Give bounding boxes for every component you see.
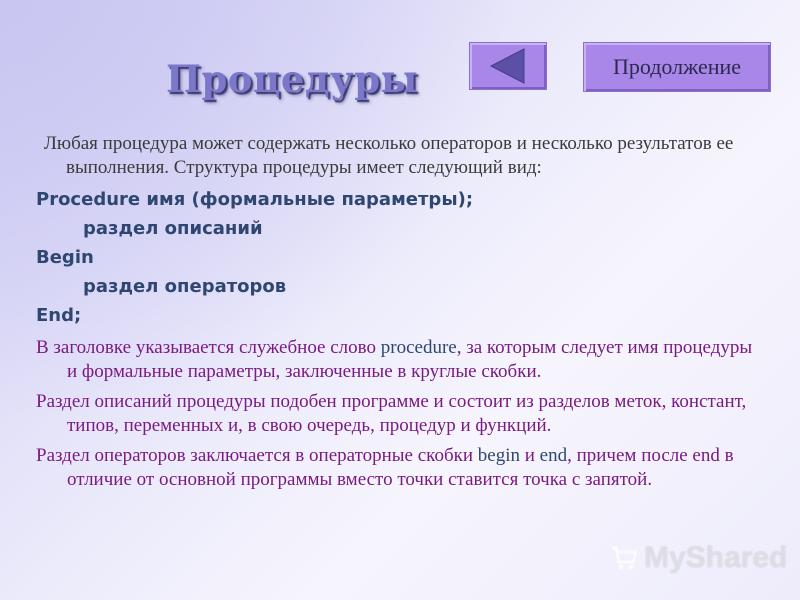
statements-paragraph-text-3: , причем после end в отличие от основной программы вместо точки ставится точка с запятой. xyxy=(67,445,734,490)
watermark-text: MyShared xyxy=(644,541,788,574)
watermark xyxy=(610,541,787,575)
cart-icon xyxy=(610,545,638,571)
code-line-procedure: Procedure имя (формальные параметры); xyxy=(36,189,474,210)
slide-title: Процедуры xyxy=(166,57,419,101)
code-line-declarations: раздел описаний xyxy=(83,218,263,239)
statements-paragraph-text-2: и xyxy=(519,445,540,466)
keyword-begin: begin xyxy=(477,445,520,466)
header-paragraph xyxy=(36,336,766,384)
continue-button[interactable]: Продолжение xyxy=(583,42,771,92)
intro-paragraph: Любая процедура может содержать несколько операторов и несколько результатов ее выполнения. Структура процедуры имеет следующий вид: xyxy=(44,133,734,178)
keyword-end: end xyxy=(539,445,568,466)
code-line-statements: раздел операторов xyxy=(83,276,287,297)
header-paragraph-text-2: , за которым следует имя процедуры и формальные параметры, заключенные в круглые скобки. xyxy=(67,337,753,382)
keyword-procedure: procedure xyxy=(380,337,457,358)
slide-content xyxy=(36,132,766,492)
declarations-paragraph: Раздел описаний процедуры подобен программе и состоит из разделов меток, констант, типов, переменных и, в свою очередь, процедур и функций. xyxy=(36,391,747,436)
code-line-end: End; xyxy=(36,305,82,326)
code-line-begin: Begin xyxy=(36,247,94,268)
statements-paragraph xyxy=(36,444,766,492)
header-paragraph-text-1: В заголовке указывается служебное слово xyxy=(36,337,381,358)
statements-paragraph-text-1: Раздел операторов заключается в операторные скобки xyxy=(36,445,478,466)
triangle-left-icon xyxy=(488,47,528,85)
back-button[interactable] xyxy=(469,42,547,90)
